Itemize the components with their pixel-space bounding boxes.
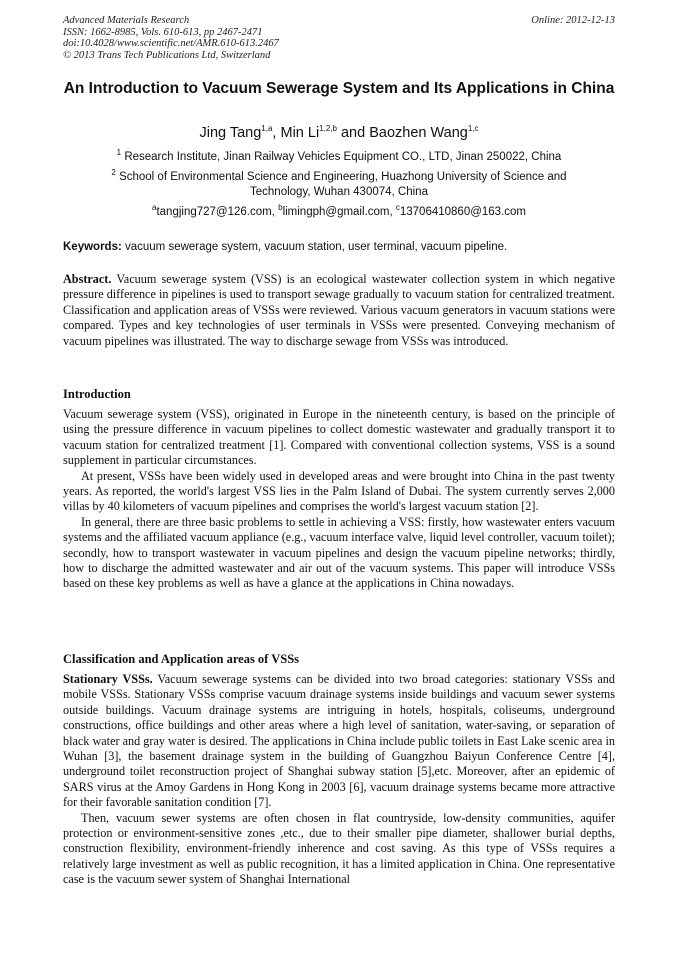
abstract-label: Abstract. — [63, 272, 112, 286]
paragraph — [63, 672, 615, 811]
author-name: Min Li — [280, 125, 320, 141]
affil-number: 2 — [111, 168, 116, 178]
paragraph-text: Vacuum sewerage systems can be divided into two broad categories: stationary VSSs and mobile VSSs. Stationary VSSs comprise vacuum drainage systems inside buildings and vacuum sewer systems outside buildings. Vacuum drainage systems are intriguing in hotels, hospitals, coliseums, underground constructions, office buildings and other areas where a high level of sanitation, water-saving, or separation of black water and gray water is desired. The applications in China include public toilets in East Lake scenic area in Wuhan [3], the basement drainage system in the building of Guangzhou Baiyun Conference Centre [4], underground toilet reconstruction project of Shanghai subway station [5],etc. Moreover, after an epidemic of SARS virus at the Amoy Gardens in Hong Kong in 2003 [6], vacuum drainage systems became more attractive for their favorable sanitation condition [7]. — [63, 672, 615, 810]
email-marker: a — [152, 203, 157, 213]
affil-text: School of Environmental Science and Engineering, Huazhong University of Science and Technology, Wuhan 430074, China — [119, 171, 567, 198]
abstract-paragraph — [63, 272, 615, 349]
keywords-line — [63, 240, 615, 254]
author-name: Jing Tang — [199, 125, 262, 141]
paragraph: Vacuum sewerage system (VSS), originated in Europe in the nineteenth century, is based on the principle of using the pressure difference in vacuum pipelines to collect domestic wastewater and gradually transport it to vacuum station for centralized treatment [1]. Compared with conventional collection systems, VSS is a sound supplement in particular circumstances. — [63, 407, 615, 468]
email-link[interactable]: 13706410860@163.com — [399, 206, 526, 218]
email-line — [63, 205, 615, 220]
author-separator: , — [272, 125, 281, 141]
doi-line: doi:10.4028/www.scientific.net/AMR.610-613.2467 — [63, 38, 279, 49]
author-name: Baozhen Wang — [369, 125, 468, 141]
introduction-body — [63, 407, 615, 592]
classification-body — [63, 672, 615, 888]
issn-line: ISSN: 1662-8985, Vols. 610-613, pp 2467-2471 — [63, 26, 263, 38]
journal-header — [63, 15, 615, 61]
affil-text: Research Institute, Jinan Railway Vehicles Equipment CO., LTD, Jinan 250022, China — [124, 151, 562, 163]
copyright-line: © 2013 Trans Tech Publications Ltd, Switzerland — [63, 49, 271, 61]
keywords-text: vacuum sewerage system, vacuum station, user terminal, vacuum pipeline. — [121, 241, 508, 253]
section-heading-introduction: Introduction — [63, 387, 131, 401]
email-link[interactable]: tangjing727@126.com, — [156, 206, 279, 218]
author-separator: and — [336, 125, 370, 141]
affiliation-2 — [63, 170, 615, 200]
author-affil-marker: 1,2,b — [319, 124, 337, 134]
subsection-label: Stationary VSSs. — [63, 672, 153, 686]
author-affil-marker: 1,a — [261, 124, 273, 134]
paragraph: At present, VSSs have been widely used in developed areas and were brought into China in the past twenty years. As reported, the world's largest VSS lies in the Palm Island of Dubai. The system currently serves 2,000 villas by 40 kilometers of vacuum pipelines and comprises the world's largest vacuum station [2]. — [63, 468, 615, 514]
affiliation-1 — [63, 150, 615, 165]
email-marker: b — [278, 203, 283, 213]
paper-title: An Introduction to Vacuum Sewerage System and Its Applications in China — [63, 80, 615, 97]
author-affil-marker: 1,c — [467, 124, 479, 134]
online-date: Online: 2012-12-13 — [531, 15, 615, 26]
section-heading-classification: Classification and Application areas of VSSs — [63, 652, 300, 666]
email-marker: c — [395, 203, 400, 213]
keywords-label: Keywords: — [63, 241, 122, 253]
author-list — [63, 124, 615, 142]
paragraph: Then, vacuum sewer systems are often chosen in flat countryside, low-density communities, aquifer protection or environment-sensitive zones ,etc., due to their smaller pipe diameter, shallower burial depths, construction flexibility, environment-friendly inherence and cost saving. As this type of VSSs requires a relatively large investment as well as public recognition, it has a limited application in China. One representative case is the vacuum sewer system of Shanghai International — [63, 810, 615, 887]
journal-name: Advanced Materials Research — [63, 15, 190, 26]
email-link[interactable]: limingph@gmail.com, — [282, 206, 396, 218]
affil-number: 1 — [116, 148, 122, 158]
abstract-text: Vacuum sewerage system (VSS) is an ecological wastewater collection system in which negative pressure difference in pipelines is used to transport sewage gradually to vacuum station for centralized treatment. Classification and application areas of VSSs were reviewed. Various vacuum generators in vacuum stations were compared. Types and key technologies of user terminals in VSSs were presented. Conveying mechanism of vacuum pipelines was illustrated. The way to discharge sewage from VSSs was introduced. — [63, 272, 615, 348]
paragraph: In general, there are three basic problems to settle in achieving a VSS: firstly, how wastewater enters vacuum systems and the affiliated vacuum appliance (e.g., vacuum interface valve, liquid level controller, vacuum toilet); secondly, how to transport wastewater in vacuum pipelines and design the vacuum pipeline networks; thirdly, how to discharge the admitted wastewater and air out of the vacuum systems. This paper will introduce VSSs based on these key problems as well as have a glance at the applications in China nowadays. — [63, 514, 615, 591]
